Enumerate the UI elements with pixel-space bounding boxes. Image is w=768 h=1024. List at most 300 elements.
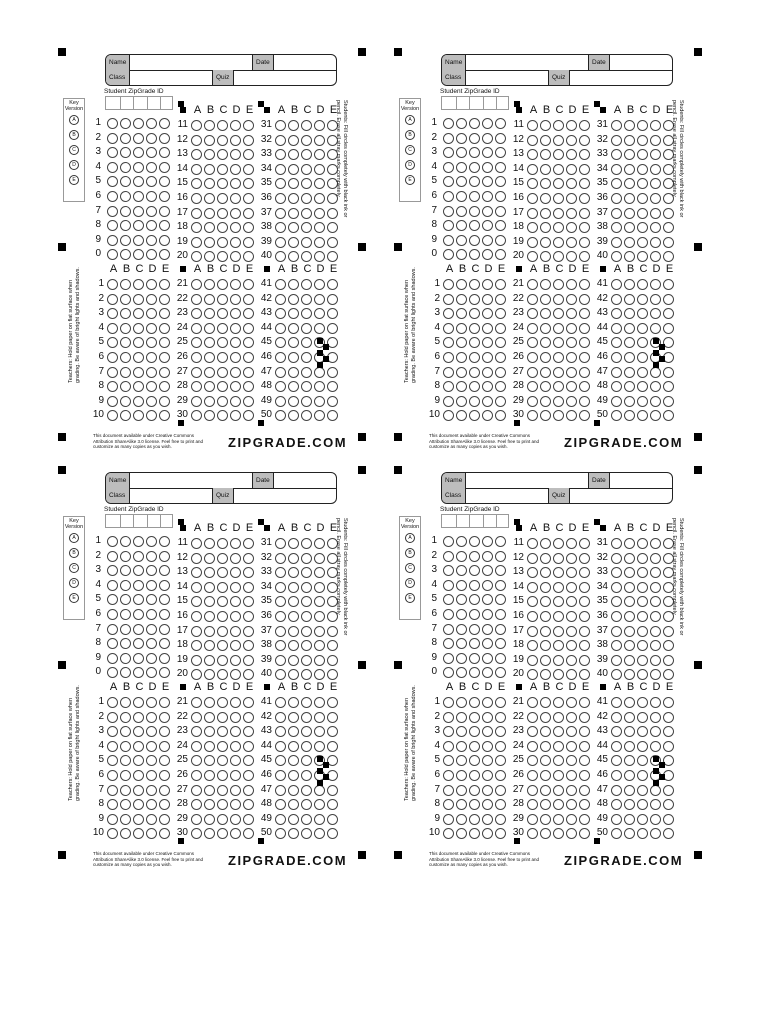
date-field[interactable]: [610, 473, 673, 488]
answer-bubble[interactable]: [624, 814, 635, 825]
answer-bubble[interactable]: [624, 164, 635, 175]
answer-bubble[interactable]: [495, 770, 506, 781]
id-bubble[interactable]: [495, 118, 506, 129]
answer-bubble[interactable]: [482, 697, 493, 708]
answer-bubble[interactable]: [107, 381, 118, 392]
id-bubble[interactable]: [495, 624, 506, 635]
answer-bubble[interactable]: [611, 611, 622, 622]
answer-bubble[interactable]: [663, 251, 674, 262]
answer-bubble[interactable]: [301, 164, 312, 175]
id-bubble[interactable]: [443, 624, 454, 635]
answer-bubble[interactable]: [579, 149, 590, 160]
answer-bubble[interactable]: [230, 149, 241, 160]
answer-bubble[interactable]: [243, 814, 254, 825]
answer-bubble[interactable]: [566, 770, 577, 781]
answer-bubble[interactable]: [288, 120, 299, 131]
answer-bubble[interactable]: [275, 381, 286, 392]
answer-bubble[interactable]: [611, 352, 622, 363]
answer-bubble[interactable]: [107, 726, 118, 737]
answer-bubble[interactable]: [579, 538, 590, 549]
answer-bubble[interactable]: [146, 712, 157, 723]
answer-bubble[interactable]: [637, 367, 648, 378]
id-bubble[interactable]: [159, 638, 170, 649]
answer-bubble[interactable]: [637, 669, 648, 680]
key-version-bubble[interactable]: D: [405, 160, 415, 170]
answer-bubble[interactable]: [133, 367, 144, 378]
answer-bubble[interactable]: [204, 237, 215, 248]
answer-bubble[interactable]: [191, 640, 202, 651]
id-bubble[interactable]: [107, 653, 118, 664]
answer-bubble[interactable]: [288, 697, 299, 708]
answer-bubble[interactable]: [456, 294, 467, 305]
answer-bubble[interactable]: [553, 726, 564, 737]
answer-bubble[interactable]: [301, 208, 312, 219]
id-bubble[interactable]: [469, 565, 480, 576]
date-field[interactable]: [274, 55, 337, 70]
answer-bubble[interactable]: [443, 396, 454, 407]
id-bubble[interactable]: [133, 667, 144, 678]
answer-bubble[interactable]: [663, 237, 674, 248]
id-bubble[interactable]: [443, 118, 454, 129]
answer-bubble[interactable]: [553, 697, 564, 708]
answer-bubble[interactable]: [314, 367, 325, 378]
id-bubble[interactable]: [120, 594, 131, 605]
answer-bubble[interactable]: [624, 582, 635, 593]
answer-bubble[interactable]: [204, 655, 215, 666]
answer-bubble[interactable]: [624, 538, 635, 549]
answer-bubble[interactable]: [230, 828, 241, 839]
answer-bubble[interactable]: [204, 640, 215, 651]
answer-bubble[interactable]: [191, 582, 202, 593]
answer-bubble[interactable]: [611, 726, 622, 737]
answer-bubble[interactable]: [495, 755, 506, 766]
answer-bubble[interactable]: [650, 323, 661, 334]
answer-bubble[interactable]: [217, 611, 228, 622]
id-bubble[interactable]: [107, 536, 118, 547]
answer-bubble[interactable]: [230, 337, 241, 348]
answer-bubble[interactable]: [217, 381, 228, 392]
quiz-field[interactable]: [570, 488, 673, 503]
answer-bubble[interactable]: [650, 553, 661, 564]
answer-bubble[interactable]: [230, 237, 241, 248]
answer-bubble[interactable]: [553, 626, 564, 637]
answer-bubble[interactable]: [495, 308, 506, 319]
answer-bubble[interactable]: [566, 726, 577, 737]
name-field[interactable]: [466, 473, 588, 488]
answer-bubble[interactable]: [553, 178, 564, 189]
id-bubble[interactable]: [120, 624, 131, 635]
answer-bubble[interactable]: [540, 251, 551, 262]
answer-bubble[interactable]: [230, 251, 241, 262]
id-bubble[interactable]: [495, 133, 506, 144]
id-bubble[interactable]: [120, 147, 131, 158]
answer-bubble[interactable]: [482, 352, 493, 363]
id-bubble[interactable]: [146, 609, 157, 620]
id-bubble[interactable]: [495, 147, 506, 158]
id-bubble[interactable]: [469, 206, 480, 217]
answer-bubble[interactable]: [553, 164, 564, 175]
answer-bubble[interactable]: [469, 323, 480, 334]
answer-bubble[interactable]: [146, 410, 157, 421]
id-bubble[interactable]: [120, 118, 131, 129]
answer-bubble[interactable]: [217, 208, 228, 219]
id-bubble[interactable]: [456, 565, 467, 576]
answer-bubble[interactable]: [243, 193, 254, 204]
id-bubble[interactable]: [469, 220, 480, 231]
answer-bubble[interactable]: [611, 367, 622, 378]
answer-bubble[interactable]: [527, 553, 538, 564]
answer-bubble[interactable]: [443, 410, 454, 421]
answer-bubble[interactable]: [469, 352, 480, 363]
answer-bubble[interactable]: [275, 294, 286, 305]
answer-bubble[interactable]: [275, 149, 286, 160]
answer-bubble[interactable]: [133, 741, 144, 752]
answer-bubble[interactable]: [314, 294, 325, 305]
id-bubble[interactable]: [456, 609, 467, 620]
answer-bubble[interactable]: [624, 611, 635, 622]
answer-bubble[interactable]: [456, 279, 467, 290]
answer-bubble[interactable]: [566, 279, 577, 290]
answer-bubble[interactable]: [624, 222, 635, 233]
answer-bubble[interactable]: [314, 582, 325, 593]
answer-bubble[interactable]: [275, 596, 286, 607]
answer-bubble[interactable]: [579, 567, 590, 578]
answer-bubble[interactable]: [579, 308, 590, 319]
id-bubble[interactable]: [482, 551, 493, 562]
answer-bubble[interactable]: [611, 337, 622, 348]
answer-bubble[interactable]: [650, 410, 661, 421]
answer-bubble[interactable]: [327, 294, 338, 305]
answer-bubble[interactable]: [663, 323, 674, 334]
answer-bubble[interactable]: [456, 381, 467, 392]
answer-bubble[interactable]: [553, 741, 564, 752]
id-bubble[interactable]: [469, 580, 480, 591]
answer-bubble[interactable]: [611, 596, 622, 607]
answer-bubble[interactable]: [637, 193, 648, 204]
answer-bubble[interactable]: [482, 337, 493, 348]
id-bubble[interactable]: [107, 147, 118, 158]
id-bubble[interactable]: [107, 133, 118, 144]
answer-bubble[interactable]: [243, 279, 254, 290]
answer-bubble[interactable]: [553, 828, 564, 839]
id-bubble[interactable]: [443, 147, 454, 158]
answer-bubble[interactable]: [288, 712, 299, 723]
answer-bubble[interactable]: [314, 208, 325, 219]
answer-bubble[interactable]: [611, 553, 622, 564]
answer-bubble[interactable]: [204, 208, 215, 219]
answer-bubble[interactable]: [243, 251, 254, 262]
answer-bubble[interactable]: [314, 712, 325, 723]
id-bubble[interactable]: [120, 536, 131, 547]
answer-bubble[interactable]: [217, 770, 228, 781]
id-bubble[interactable]: [456, 133, 467, 144]
answer-bubble[interactable]: [301, 193, 312, 204]
answer-bubble[interactable]: [217, 640, 228, 651]
answer-bubble[interactable]: [107, 352, 118, 363]
answer-bubble[interactable]: [275, 323, 286, 334]
answer-bubble[interactable]: [191, 712, 202, 723]
answer-bubble[interactable]: [120, 308, 131, 319]
answer-bubble[interactable]: [120, 337, 131, 348]
id-bubble[interactable]: [495, 206, 506, 217]
answer-bubble[interactable]: [146, 755, 157, 766]
answer-bubble[interactable]: [301, 669, 312, 680]
answer-bubble[interactable]: [327, 640, 338, 651]
answer-bubble[interactable]: [301, 410, 312, 421]
answer-bubble[interactable]: [217, 712, 228, 723]
key-version-bubble[interactable]: B: [69, 548, 79, 558]
answer-bubble[interactable]: [288, 799, 299, 810]
key-version-bubble[interactable]: B: [405, 548, 415, 558]
answer-bubble[interactable]: [637, 410, 648, 421]
answer-bubble[interactable]: [624, 741, 635, 752]
answer-bubble[interactable]: [540, 367, 551, 378]
answer-bubble[interactable]: [159, 352, 170, 363]
id-bubble[interactable]: [120, 133, 131, 144]
answer-bubble[interactable]: [133, 755, 144, 766]
key-version-bubble[interactable]: A: [69, 115, 79, 125]
answer-bubble[interactable]: [146, 814, 157, 825]
answer-bubble[interactable]: [301, 135, 312, 146]
id-bubble[interactable]: [107, 220, 118, 231]
answer-bubble[interactable]: [566, 553, 577, 564]
answer-bubble[interactable]: [540, 396, 551, 407]
answer-bubble[interactable]: [637, 741, 648, 752]
id-bubble[interactable]: [469, 551, 480, 562]
answer-bubble[interactable]: [288, 294, 299, 305]
id-bubble[interactable]: [146, 594, 157, 605]
id-bubble[interactable]: [469, 638, 480, 649]
answer-bubble[interactable]: [107, 367, 118, 378]
answer-bubble[interactable]: [482, 323, 493, 334]
answer-bubble[interactable]: [443, 770, 454, 781]
answer-bubble[interactable]: [553, 596, 564, 607]
answer-bubble[interactable]: [204, 741, 215, 752]
answer-bubble[interactable]: [314, 237, 325, 248]
answer-bubble[interactable]: [314, 799, 325, 810]
name-field[interactable]: [466, 55, 588, 70]
answer-bubble[interactable]: [191, 814, 202, 825]
answer-bubble[interactable]: [133, 697, 144, 708]
answer-bubble[interactable]: [327, 726, 338, 737]
id-bubble[interactable]: [133, 653, 144, 664]
answer-bubble[interactable]: [456, 828, 467, 839]
answer-bubble[interactable]: [456, 352, 467, 363]
answer-bubble[interactable]: [469, 741, 480, 752]
answer-bubble[interactable]: [637, 697, 648, 708]
id-bubble[interactable]: [107, 609, 118, 620]
student-id-boxes[interactable]: [105, 514, 173, 528]
answer-bubble[interactable]: [301, 640, 312, 651]
answer-bubble[interactable]: [243, 799, 254, 810]
answer-bubble[interactable]: [637, 770, 648, 781]
id-bubble[interactable]: [159, 551, 170, 562]
id-bubble[interactable]: [120, 176, 131, 187]
id-bubble[interactable]: [456, 206, 467, 217]
answer-bubble[interactable]: [663, 828, 674, 839]
answer-bubble[interactable]: [482, 712, 493, 723]
answer-bubble[interactable]: [566, 741, 577, 752]
answer-bubble[interactable]: [314, 222, 325, 233]
answer-bubble[interactable]: [314, 135, 325, 146]
answer-bubble[interactable]: [553, 120, 564, 131]
answer-bubble[interactable]: [456, 410, 467, 421]
answer-bubble[interactable]: [243, 381, 254, 392]
answer-bubble[interactable]: [314, 640, 325, 651]
answer-bubble[interactable]: [301, 149, 312, 160]
answer-bubble[interactable]: [637, 323, 648, 334]
answer-bubble[interactable]: [443, 741, 454, 752]
answer-bubble[interactable]: [217, 567, 228, 578]
id-bubble[interactable]: [482, 638, 493, 649]
answer-bubble[interactable]: [650, 251, 661, 262]
answer-bubble[interactable]: [243, 611, 254, 622]
answer-bubble[interactable]: [527, 785, 538, 796]
id-bubble[interactable]: [133, 624, 144, 635]
answer-bubble[interactable]: [275, 222, 286, 233]
answer-bubble[interactable]: [275, 697, 286, 708]
answer-bubble[interactable]: [243, 396, 254, 407]
id-bubble[interactable]: [469, 176, 480, 187]
id-bubble[interactable]: [146, 191, 157, 202]
answer-bubble[interactable]: [230, 799, 241, 810]
answer-bubble[interactable]: [611, 164, 622, 175]
answer-bubble[interactable]: [663, 294, 674, 305]
answer-bubble[interactable]: [146, 308, 157, 319]
answer-bubble[interactable]: [469, 396, 480, 407]
answer-bubble[interactable]: [133, 308, 144, 319]
answer-bubble[interactable]: [579, 582, 590, 593]
answer-bubble[interactable]: [540, 538, 551, 549]
answer-bubble[interactable]: [146, 799, 157, 810]
id-bubble[interactable]: [133, 249, 144, 260]
id-bubble[interactable]: [482, 565, 493, 576]
answer-bubble[interactable]: [637, 538, 648, 549]
answer-bubble[interactable]: [327, 712, 338, 723]
answer-bubble[interactable]: [191, 337, 202, 348]
answer-bubble[interactable]: [527, 799, 538, 810]
id-bubble[interactable]: [133, 551, 144, 562]
answer-bubble[interactable]: [482, 814, 493, 825]
answer-bubble[interactable]: [217, 237, 228, 248]
id-bubble[interactable]: [107, 594, 118, 605]
answer-bubble[interactable]: [456, 741, 467, 752]
answer-bubble[interactable]: [243, 149, 254, 160]
answer-bubble[interactable]: [579, 410, 590, 421]
answer-bubble[interactable]: [624, 149, 635, 160]
answer-bubble[interactable]: [107, 828, 118, 839]
id-bubble[interactable]: [133, 162, 144, 173]
answer-bubble[interactable]: [650, 712, 661, 723]
answer-bubble[interactable]: [204, 381, 215, 392]
answer-bubble[interactable]: [243, 770, 254, 781]
answer-bubble[interactable]: [314, 149, 325, 160]
answer-bubble[interactable]: [204, 828, 215, 839]
answer-bubble[interactable]: [288, 538, 299, 549]
answer-bubble[interactable]: [637, 135, 648, 146]
answer-bubble[interactable]: [495, 814, 506, 825]
answer-bubble[interactable]: [133, 381, 144, 392]
answer-bubble[interactable]: [624, 367, 635, 378]
answer-bubble[interactable]: [579, 640, 590, 651]
answer-bubble[interactable]: [637, 396, 648, 407]
answer-bubble[interactable]: [553, 410, 564, 421]
id-bubble[interactable]: [107, 249, 118, 260]
answer-bubble[interactable]: [288, 741, 299, 752]
answer-bubble[interactable]: [611, 251, 622, 262]
answer-bubble[interactable]: [553, 755, 564, 766]
answer-bubble[interactable]: [301, 799, 312, 810]
answer-bubble[interactable]: [217, 193, 228, 204]
answer-bubble[interactable]: [663, 799, 674, 810]
answer-bubble[interactable]: [482, 799, 493, 810]
answer-bubble[interactable]: [204, 367, 215, 378]
id-bubble[interactable]: [120, 162, 131, 173]
answer-bubble[interactable]: [191, 697, 202, 708]
answer-bubble[interactable]: [275, 814, 286, 825]
answer-bubble[interactable]: [146, 352, 157, 363]
key-version-bubble[interactable]: D: [405, 578, 415, 588]
answer-bubble[interactable]: [327, 697, 338, 708]
answer-bubble[interactable]: [540, 149, 551, 160]
id-bubble[interactable]: [146, 133, 157, 144]
id-bubble[interactable]: [159, 624, 170, 635]
id-bubble[interactable]: [159, 580, 170, 591]
id-bubble[interactable]: [456, 594, 467, 605]
id-bubble[interactable]: [146, 638, 157, 649]
answer-bubble[interactable]: [301, 396, 312, 407]
answer-bubble[interactable]: [204, 149, 215, 160]
answer-bubble[interactable]: [107, 294, 118, 305]
answer-bubble[interactable]: [191, 799, 202, 810]
answer-bubble[interactable]: [611, 294, 622, 305]
answer-bubble[interactable]: [204, 567, 215, 578]
answer-bubble[interactable]: [275, 352, 286, 363]
answer-bubble[interactable]: [314, 726, 325, 737]
answer-bubble[interactable]: [566, 596, 577, 607]
answer-bubble[interactable]: [566, 337, 577, 348]
answer-bubble[interactable]: [217, 222, 228, 233]
answer-bubble[interactable]: [611, 323, 622, 334]
answer-bubble[interactable]: [243, 294, 254, 305]
answer-bubble[interactable]: [146, 396, 157, 407]
answer-bubble[interactable]: [579, 294, 590, 305]
answer-bubble[interactable]: [301, 596, 312, 607]
id-bubble[interactable]: [146, 551, 157, 562]
answer-bubble[interactable]: [650, 120, 661, 131]
id-bubble[interactable]: [443, 191, 454, 202]
answer-bubble[interactable]: [566, 611, 577, 622]
id-bubble[interactable]: [469, 667, 480, 678]
id-bubble[interactable]: [120, 551, 131, 562]
answer-bubble[interactable]: [527, 237, 538, 248]
answer-bubble[interactable]: [566, 149, 577, 160]
answer-bubble[interactable]: [191, 596, 202, 607]
answer-bubble[interactable]: [579, 352, 590, 363]
answer-bubble[interactable]: [469, 308, 480, 319]
answer-bubble[interactable]: [663, 308, 674, 319]
answer-bubble[interactable]: [191, 323, 202, 334]
answer-bubble[interactable]: [469, 814, 480, 825]
answer-bubble[interactable]: [243, 626, 254, 637]
answer-bubble[interactable]: [217, 741, 228, 752]
id-bubble[interactable]: [107, 176, 118, 187]
answer-bubble[interactable]: [495, 323, 506, 334]
answer-bubble[interactable]: [217, 294, 228, 305]
answer-bubble[interactable]: [159, 785, 170, 796]
answer-bubble[interactable]: [191, 741, 202, 752]
answer-bubble[interactable]: [637, 626, 648, 637]
